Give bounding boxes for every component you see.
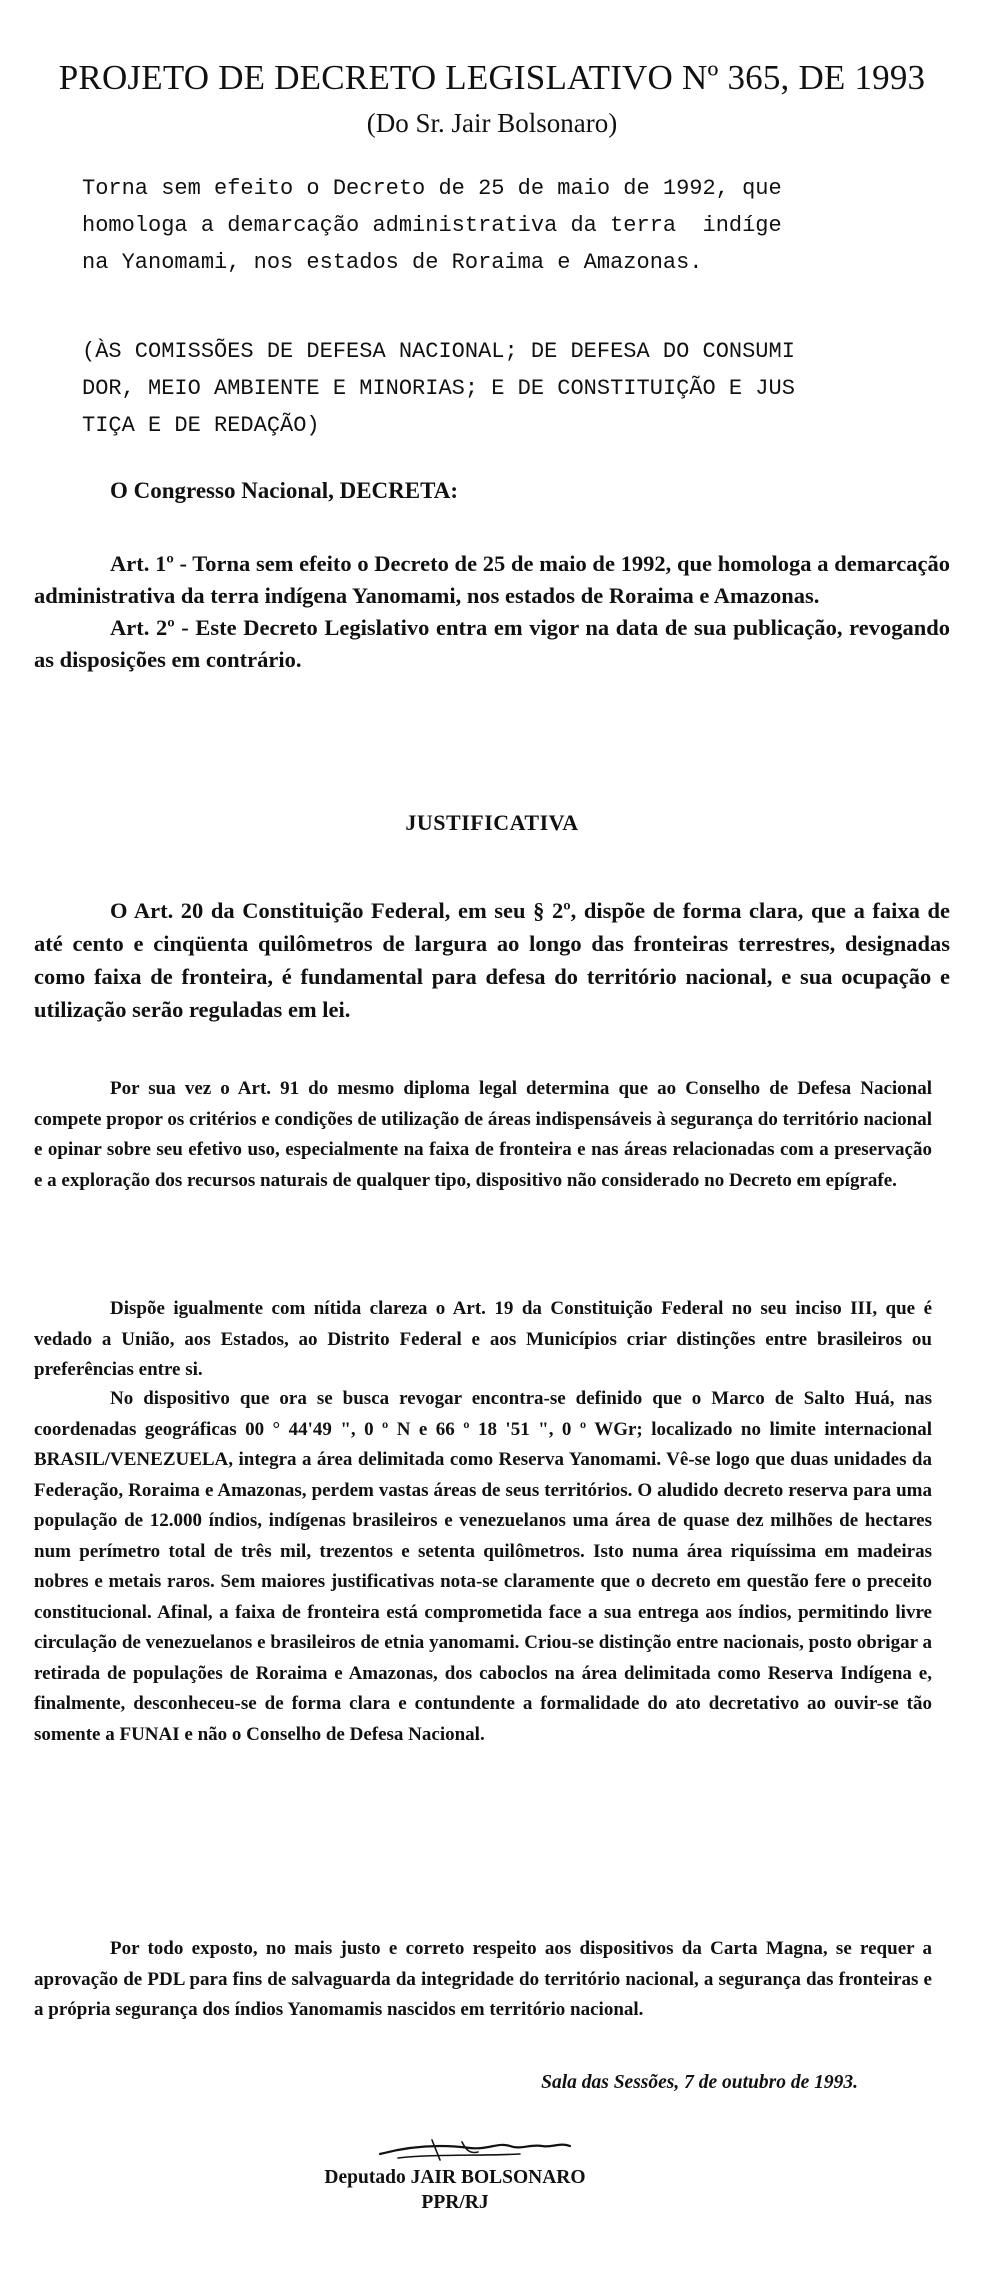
- comissoes-line: (ÀS COMISSÕES DE DEFESA NACIONAL; DE DEFESA DO CONSUMI: [82, 339, 795, 364]
- justificativa-title: JUSTIFICATIVA: [405, 810, 579, 835]
- justificativa-paragraph-2: [34, 1074, 932, 1196]
- paragraph-text: Por todo exposto, no mais justo e correto respeito aos dispositivos da Carta Magna, se requer a aprovação de PDL para fins de salvaguarda da integridade do território nacional, a segurança das fronteiras e a própria segurança dos índios Yanomamis nascidos em território nacional.: [34, 1938, 932, 2020]
- deputy-name: Deputado JAIR BOLSONARO: [324, 2167, 586, 2188]
- ementa-block: [82, 170, 962, 281]
- paragraph-text: No dispositivo que ora se busca revogar encontra-se definido que o Marco de Salto Huá, nas coordenadas geográficas 00 ° 44'49 ", 0 º N e 66 º 18 '51 ", 0 º WGr; localizado no limite internacional BRASIL/VENEZUELA, integra a área delimitada como Reserva Yanomami. Vê-se logo que duas unidades da Federação, Roraima e Amazonas, perdem vastas áreas de seus territórios. O aludido decreto reserva para uma população de 12.000 índios, indígenas brasileiros e venezuelanos uma área de quase dez milhões de hectares num perímetro total de três mil, trezentos e setenta quilômetros. Isto numa área riquíssima em madeiras nobres e metais raros. Sem maiores justificativas nota-se claramente que o decreto em questão fere o preceito constitucional. Afinal, a faixa de fronteira está comprometida face a sua entrega aos índios, permitindo livre circulação de venezuelanos e brasileiros de etnia yanomami. Criou-se distinção entre nacionais, posto obrigar a retirada de populações de Roraima e Amazonas, dos caboclos na área delimitada como Reserva Indígena e, finalmente, desconheceu-se de forma clara e contundente a formalidade do ato decretativo ao ouvir-se tão somente a FUNAI e não o Conselho de Defesa Nacional.: [34, 1388, 932, 1745]
- justificativa-paragraph-3: [34, 1294, 932, 1386]
- comissoes-block: [82, 333, 962, 444]
- justificativa-paragraph-1: [34, 894, 950, 1026]
- articles-block: [34, 548, 950, 676]
- justificativa-paragraph-5: [34, 1934, 932, 2026]
- justificativa-paragraph-4: [34, 1384, 932, 1750]
- paragraph-text: O Art. 20 da Constituição Federal, em seu § 2º, dispõe de forma clara, que a faixa de até cento e cinqüenta quilômetros de largura ao longo das fronteiras terrestres, designadas como faixa de fronteira, é fundamental para defesa do território nacional, e sua ocupação e utilização serão reguladas em lei.: [34, 898, 950, 1022]
- article-2: Art. 2º - Este Decreto Legislativo entra em vigor na data de sua publicação, revogando as disposições em contrário.: [34, 615, 950, 672]
- paragraph-text: Dispõe igualmente com nítida clareza o Art. 19 da Constituição Federal no seu inciso III, que é vedado a União, aos Estados, ao Distrito Federal e aos Municípios criar distinções entre brasileiros ou preferências entre si.: [34, 1298, 932, 1380]
- ementa-line: homologa a demarcação administrativa da terra indíge: [82, 213, 782, 238]
- comissoes-line: TIÇA E DE REDAÇÃO): [82, 413, 320, 438]
- ementa-line: Torna sem efeito o Decreto de 25 de maio de 1992, que: [82, 176, 782, 201]
- comissoes-line: DOR, MEIO AMBIENTE E MINORIAS; E DE CONSTITUIÇÃO E JUS: [82, 376, 795, 401]
- deputy-party: PPR/RJ: [421, 2192, 489, 2213]
- ementa-line: na Yanomami, nos estados de Roraima e Amazonas.: [82, 250, 703, 275]
- document-author: (Do Sr. Jair Bolsonaro): [366, 108, 618, 138]
- article-1: Art. 1º - Torna sem efeito o Decreto de 25 de maio de 1992, que homologa a demarcação administrativa da terra indígena Yanomami, nos estados de Roraima e Amazonas.: [34, 551, 950, 608]
- signatory-block: [290, 2165, 620, 2215]
- handwritten-signature: [370, 2132, 590, 2166]
- document-title: PROJETO DE DECRETO LEGISLATIVO Nº 365, DE 1993: [58, 58, 926, 97]
- decreta-heading: O Congresso Nacional, DECRETA:: [110, 478, 458, 503]
- place-and-date: Sala das Sessões, 7 de outubro de 1993.: [541, 2072, 858, 2093]
- paragraph-text: Por sua vez o Art. 91 do mesmo diploma legal determina que ao Conselho de Defesa Nacional compete propor os critérios e condições de utilização de áreas indispensáveis à segurança do território nacional e opinar sobre seu efetivo uso, especialmente na faixa de fronteira e nas áreas relacionadas com a preservação e a exploração dos recursos naturais de qualquer tipo, dispositivo não considerado no Decreto em epígrafe.: [34, 1078, 932, 1191]
